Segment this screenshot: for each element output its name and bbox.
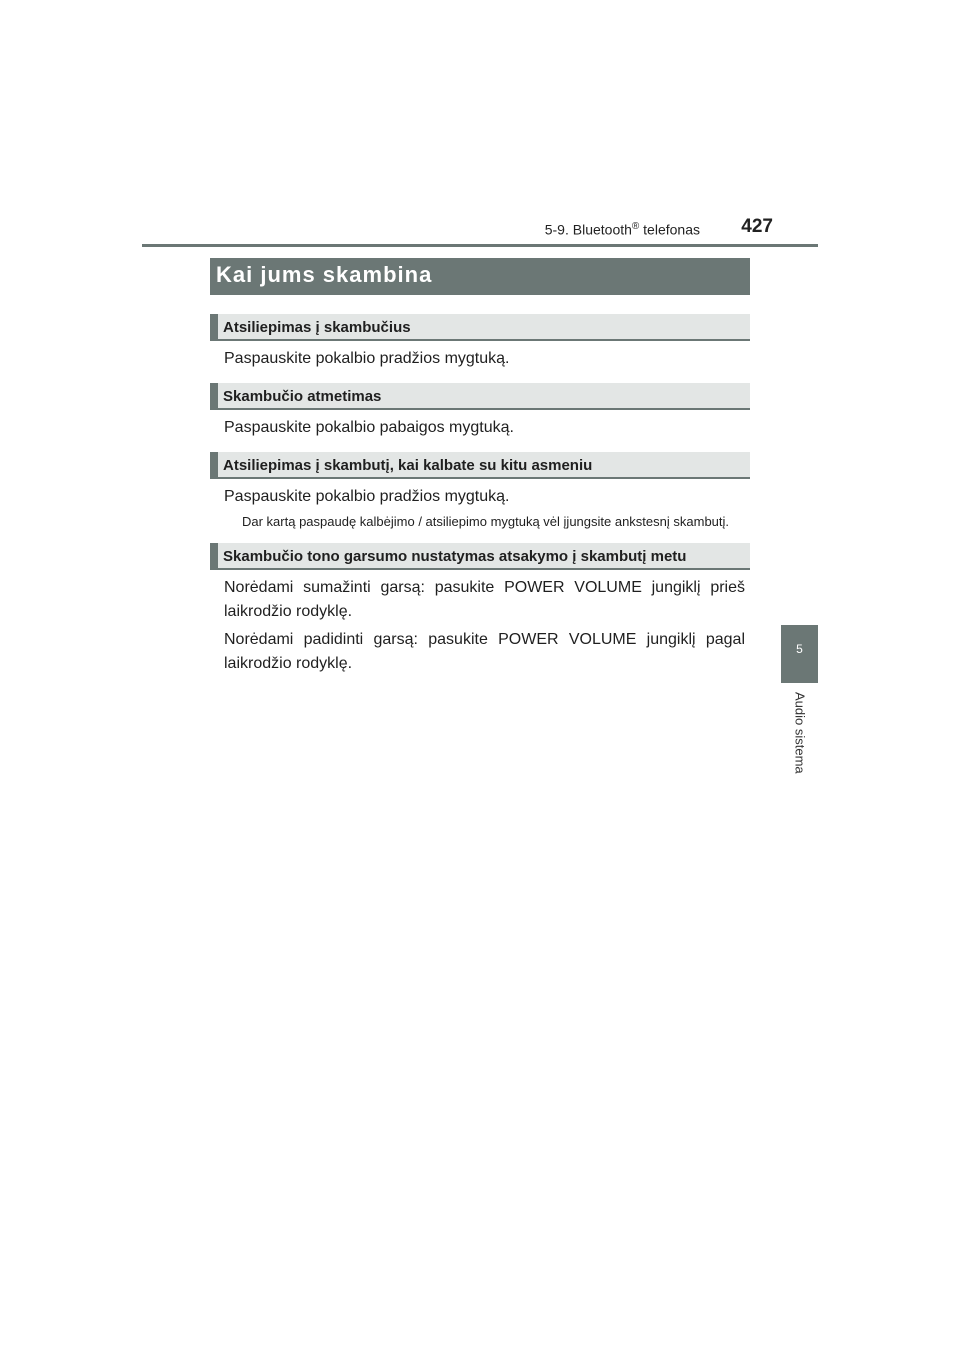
page-header xyxy=(142,212,818,247)
chapter-title xyxy=(545,221,700,238)
subheading-call-waiting: Atsiliepimas į skambutį, kai kalbate su kitu asmeniu xyxy=(210,452,750,479)
paragraph-reject-call: Paspauskite pokalbio pabaigos mygtuką. xyxy=(224,419,514,436)
chapter-title-prefix: 5-9. Bluetooth xyxy=(544,221,632,238)
registered-mark: ® xyxy=(631,221,640,232)
page-number: 427 xyxy=(741,216,773,237)
chapter-title-suffix: telefonas xyxy=(639,221,700,238)
chapter-tab: 5 xyxy=(781,625,818,683)
paragraph-volume-up: Norėdami padidinti garsą: pasukite POWER VOLUME jungiklį pagal laikrodžio rodyklę. xyxy=(224,631,745,672)
paragraph-answer-call: Paspauskite pokalbio pradžios mygtuką. xyxy=(224,350,510,367)
main-content xyxy=(210,258,750,676)
subheading-reject-call: Skambučio atmetimas xyxy=(210,383,750,410)
note-call-waiting: Dar kartą paspaudę kalbėjimo / atsiliepimo mygtuką vėl įjungsite ankstesnį skambutį. xyxy=(242,514,730,529)
subheading-ringtone-volume: Skambučio tono garsumo nustatymas atsakymo į skambutį metu xyxy=(210,543,750,570)
section-main-heading: Kai jums skambina xyxy=(210,258,750,295)
chapter-tab-label: Audio sistema xyxy=(792,692,808,774)
paragraph-volume-down: Norėdami sumažinti garsą: pasukite POWER VOLUME jungiklį prieš laikrodžio rodyklę. xyxy=(224,579,745,620)
paragraph-call-waiting: Paspauskite pokalbio pradžios mygtuką. xyxy=(224,488,510,505)
subheading-answer-call: Atsiliepimas į skambučius xyxy=(210,314,750,341)
